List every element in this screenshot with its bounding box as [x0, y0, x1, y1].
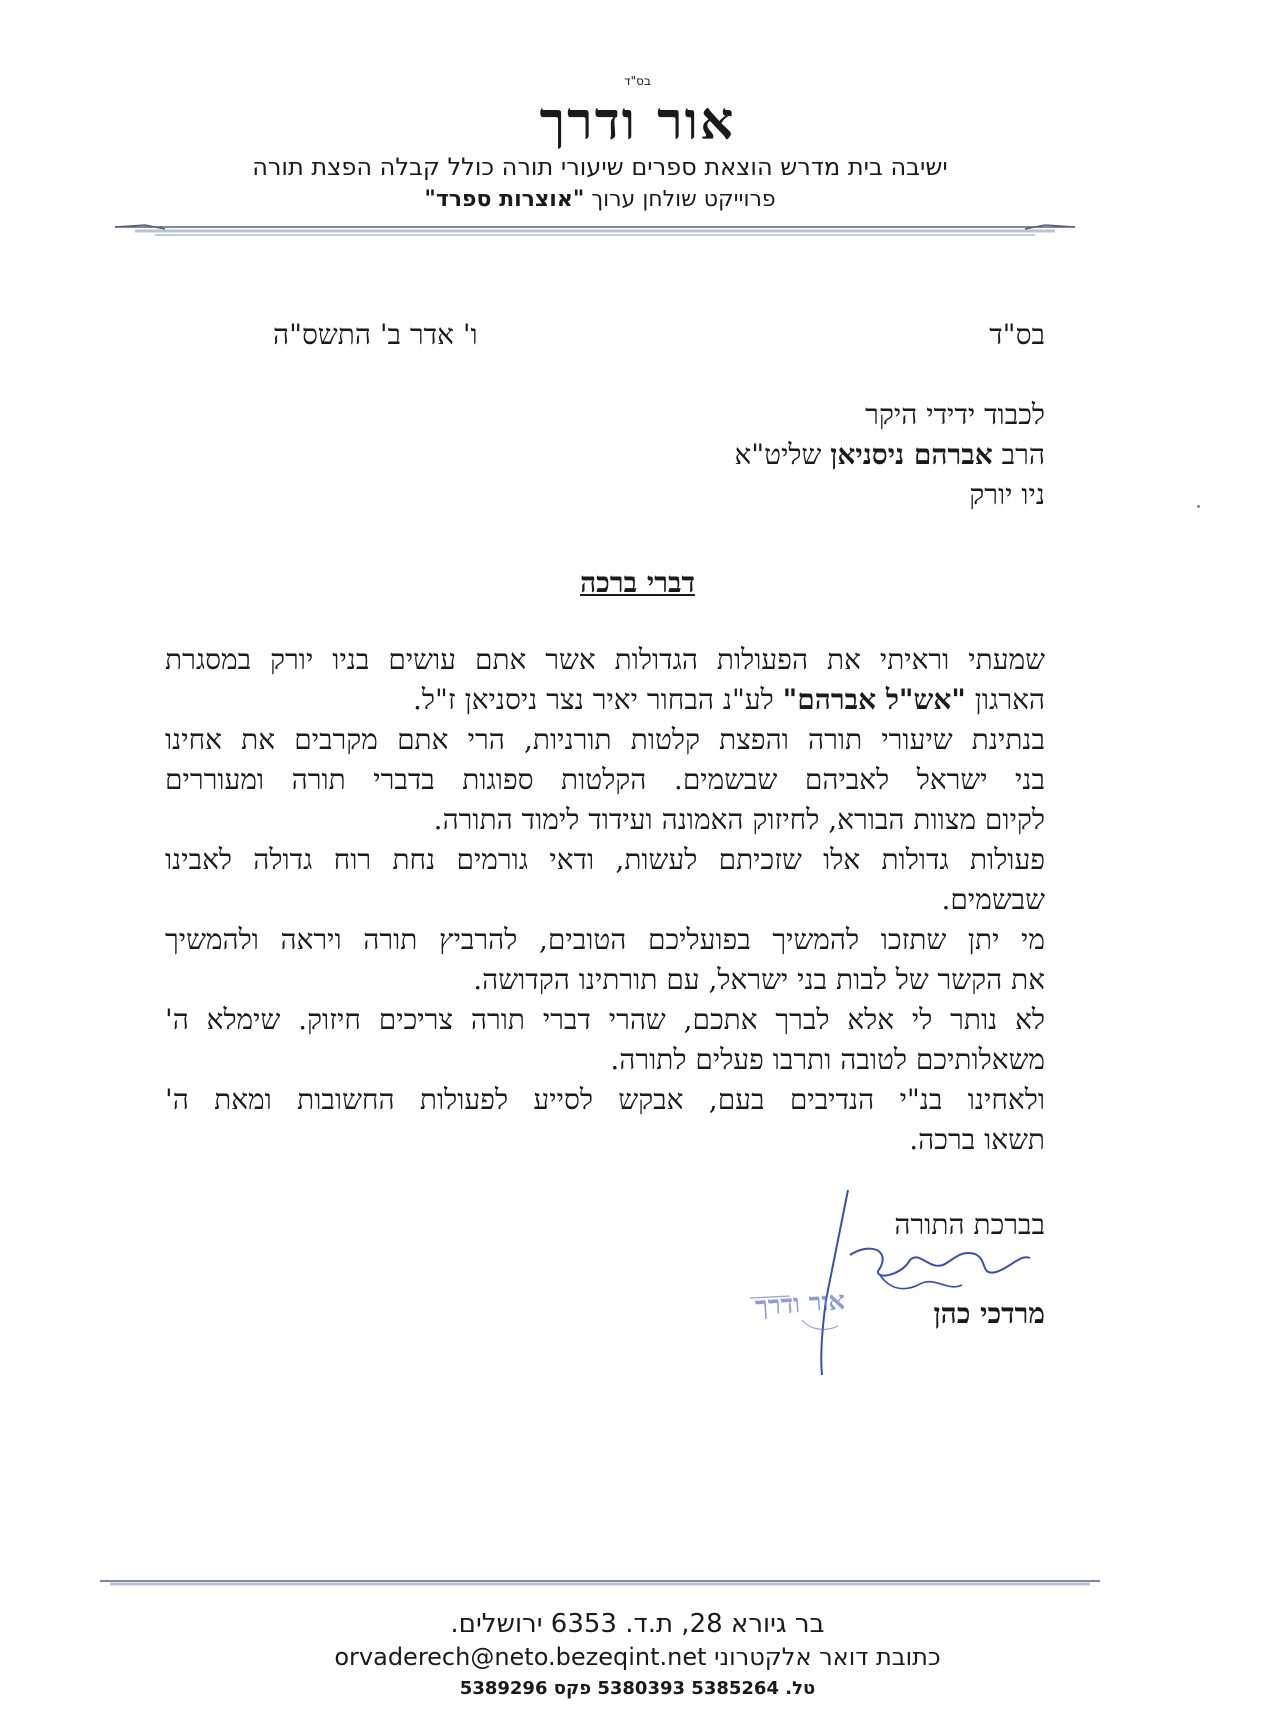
date-row — [200, 318, 1045, 352]
recipient-block — [445, 395, 1045, 515]
signer-name: מרדכי כהן — [933, 1297, 1045, 1330]
recipient-line-2 — [445, 435, 1045, 475]
body-line — [165, 680, 1045, 720]
recipient-title: הרב — [992, 438, 1045, 471]
org-project — [190, 186, 1010, 214]
org-name: אור ודרך — [539, 91, 736, 152]
body-line: מי יתן שתזכו להמשיך בפועליכם הטובים, להרביץ תורה ויראה ולהמשיך — [165, 923, 1045, 956]
handwritten-signature — [730, 1180, 1060, 1380]
scan-speck — [1197, 505, 1200, 508]
footer-divider — [100, 1578, 1100, 1588]
org-activities: ישיבה בית מדרש הוצאת ספרים שיעורי תורה כולל קבלה הפצת תורה — [252, 153, 948, 181]
body-line: שמעתי וראיתי את הפעולות הגדולות אשר אתם עושים בניו יורק במסגרת — [165, 643, 1045, 676]
body-line: בני ישראל לאביהם שבשמים. הקלטות ספוגות בדברי תורה ומעוררים — [165, 763, 1045, 796]
closing-greeting: בברכת התורה — [894, 1208, 1045, 1241]
recipient-city: ניו יורק — [969, 478, 1045, 511]
letter-body — [165, 640, 1045, 1160]
letter-bsd: בס"ד — [989, 318, 1045, 351]
body-span: לע"נ הבחור יאיר נצר ניסניאן ז"ל. — [413, 683, 783, 716]
footer-email-line — [0, 1642, 1275, 1672]
body-span: הארגון — [965, 683, 1045, 716]
body-line: לא נותר לי אלא לברך אתכם, שהרי דברי תורה צריכים חיזוק. שימלא ה' — [165, 1003, 1045, 1036]
recipient-line-1: לכבוד ידידי היקר — [865, 398, 1045, 431]
stamp-text: אור ודרך — [754, 1285, 847, 1323]
body-line: ולאחינו בנ"י הנדיבים בעם, אבקש לסייע לפעולות החשובות ומאת ה' — [165, 1083, 1045, 1116]
body-line: פעולות גדולות אלו שזכיתם לעשות, ודאי גורמים נחת רוח גדולה לאבינו — [165, 843, 1045, 876]
body-line: את הקשר של לבות בני ישראל, עם תורתינו הקדושה. — [473, 963, 1045, 996]
organization-name: "אש"ל אברהם" — [782, 683, 966, 716]
footer-address: בר גיורא 28, ת.ד. 6353 ירושלים. — [450, 1609, 825, 1639]
project-prefix: פרוייקט שולחן ערוך — [584, 187, 776, 212]
body-line: לקיום מצוות הבורא, לחיזוק האמונה ועידוד לימוד התורה. — [433, 803, 1045, 836]
header-bsd: בס"ד — [624, 74, 651, 88]
recipient-honorific: שליט"א — [734, 438, 831, 471]
footer-email-label: כתובת דואר אלקטרוני — [706, 1643, 941, 1671]
header-divider — [115, 222, 1075, 238]
body-line: משאלותיכם לטובה ותרבו פעלים לתורה. — [610, 1043, 1045, 1076]
footer-email[interactable]: orvaderech@neto.bezeqint.net — [334, 1643, 707, 1671]
body-line: בנתינת שיעורי תורה והפצת קלטות תורניות, הרי אתם מקרבים את אחינו — [165, 723, 1045, 756]
letter-date: ו' אדר ב' התשס"ה — [273, 318, 478, 351]
project-name: "אוצרות ספרד" — [424, 187, 585, 212]
footer-phones: טל. 5385264 5380393 פקס 5389296 — [459, 1678, 816, 1699]
letter-title: דברי ברכה — [580, 566, 695, 599]
recipient-name: אברהם ניסניאן — [830, 438, 993, 471]
body-line: שבשמים. — [941, 883, 1045, 916]
body-line: תשאו ברכה. — [909, 1123, 1045, 1156]
